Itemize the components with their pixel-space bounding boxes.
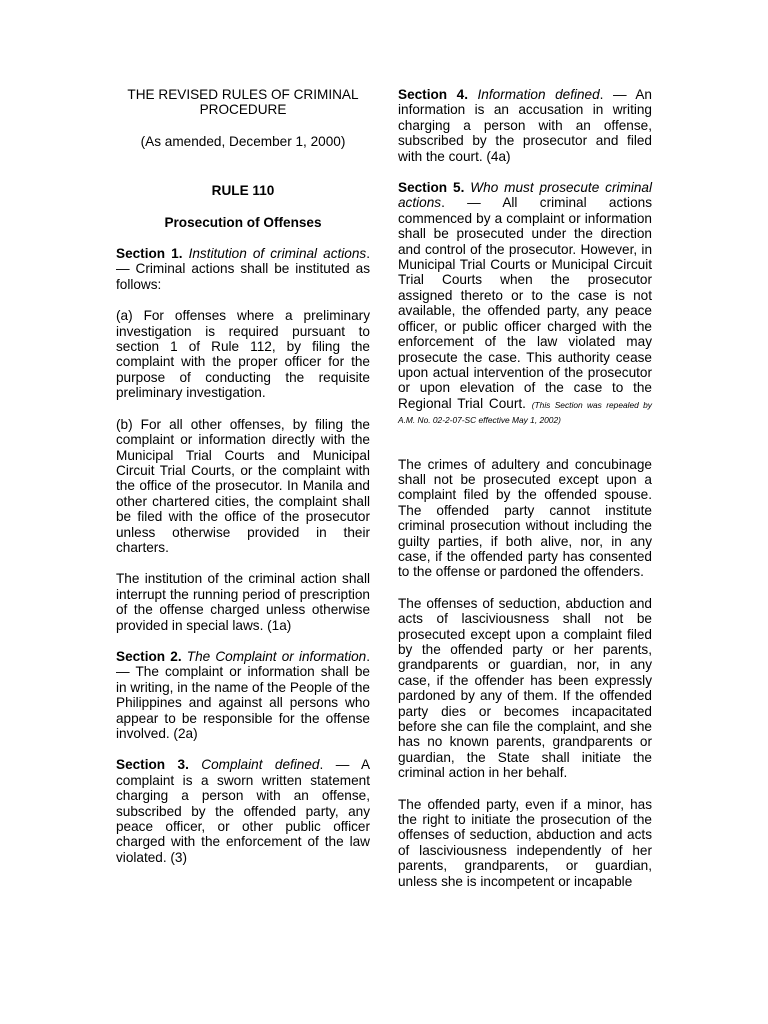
section-2 bbox=[116, 649, 370, 741]
seduction-paragraph: The offenses of seduction, abduction and acts of lasciviousness shall not be prosecuted except upon a complaint filed by the offended party or her parents, grandparents or guardian, nor, in any case, if the offender has been expressly pardoned by any of them. If the offended party dies or becomes incapacitated before she can file the complaint, and she has no known parents, grandparents or guardian, the State shall initiate the criminal action in her behalf. bbox=[398, 595, 652, 781]
section-5-label: Section 5. bbox=[398, 180, 465, 196]
section-4 bbox=[398, 87, 652, 164]
section-1-title: Institution of criminal actions bbox=[188, 246, 367, 262]
section-4-label: Section 4. bbox=[398, 87, 468, 102]
rule-heading: RULE 110 bbox=[211, 183, 275, 199]
section-3 bbox=[116, 757, 370, 865]
section-3-label: Section 3. bbox=[116, 757, 189, 773]
minor-paragraph: The offended party, even if a minor, has the right to initiate the prosecution of the offenses of seduction, abduction and acts of lasciviousness independently of her parents, grandparents, or guardian, unless she is incompetent or incapable bbox=[398, 796, 652, 889]
adultery-paragraph: The crimes of adultery and concubinage shall not be prosecuted except upon a complaint filed by the offended spouse. The offended party cannot institute criminal prosecution without including the guilty parties, if both alive, nor, in any case, if the offended party has consented to the offense or pardoned the offenders. bbox=[398, 456, 652, 580]
section-2-title: The Complaint or information bbox=[186, 648, 367, 664]
section-1-paragraph-a: (a) For offenses where a preliminary investigation is required pursuant to section 1 of Rule 112, by filing the complaint with the proper officer for the purpose of conducting the requisite preliminary investigation. bbox=[116, 308, 370, 401]
section-5-repeal-note: (This Section was repealed by A.M. No. 02-2-07-SC effective May 1, 2002) bbox=[398, 399, 652, 426]
section-1-paragraph-b: (b) For all other offenses, by filing the complaint or information directly with the Municipal Trial Courts and Municipal Circuit Trial Courts, or the complaint with the office of the prosecutor. In Manila and other chartered cities, the complaint shall be filed with the office of the prosecutor unless otherwise provided in their charters. bbox=[116, 416, 370, 555]
left-column bbox=[116, 87, 370, 881]
section-3-body: . — A complaint is a sworn written statement charging a person with an offense, subscribed by the offended party, any peace officer, or other public officer charged with the enforcement of the law violated. (3) bbox=[116, 757, 371, 865]
section-1-intro: . — Criminal actions shall be instituted as follows: bbox=[116, 246, 370, 292]
section-3-title: Complaint defined bbox=[201, 757, 320, 773]
document-title: THE REVISED RULES OF CRIMINAL PROCEDURE bbox=[127, 87, 359, 118]
section-5-title: Who must prosecute criminal actions bbox=[398, 180, 653, 211]
amended-date: (As amended, December 1, 2000) bbox=[140, 133, 346, 149]
right-column bbox=[398, 87, 652, 889]
section-5 bbox=[398, 180, 652, 427]
section-1 bbox=[116, 246, 370, 292]
section-2-body: . — The complaint or information shall be in writing, in the name of the People of the Philippines and against all persons who appear to be responsible for the offense involved. (2a) bbox=[116, 648, 371, 741]
section-2-label: Section 2. bbox=[116, 648, 182, 664]
section-1-prescription: The institution of the criminal action shall interrupt the running period of prescription of the offense charged unless otherwise provided in special laws. (1a) bbox=[116, 571, 370, 633]
section-4-body: . — An information is an accusation in writing charging a person with an offense, subscribed by the prosecutor and filed with the court. (4a) bbox=[398, 87, 652, 164]
section-5-body: . — All criminal actions commenced by a complaint or information shall be prosecuted under the direction and control of the prosecutor. However, in Municipal Trial Courts or Municipal Circuit Trial Courts when the prosecutor assigned thereto or to the case is not available, the offended party, any peace officer, or public officer charged with the enforcement of the law violated may prosecute the case. This authority cease upon actual intervention of the prosecutor or upon elevation of the case to the Regional Trial Court. bbox=[398, 195, 652, 411]
rule-subtitle: Prosecution of Offenses bbox=[164, 214, 322, 230]
section-4-title: Information defined bbox=[477, 87, 600, 102]
section-1-label: Section 1. bbox=[116, 246, 183, 262]
